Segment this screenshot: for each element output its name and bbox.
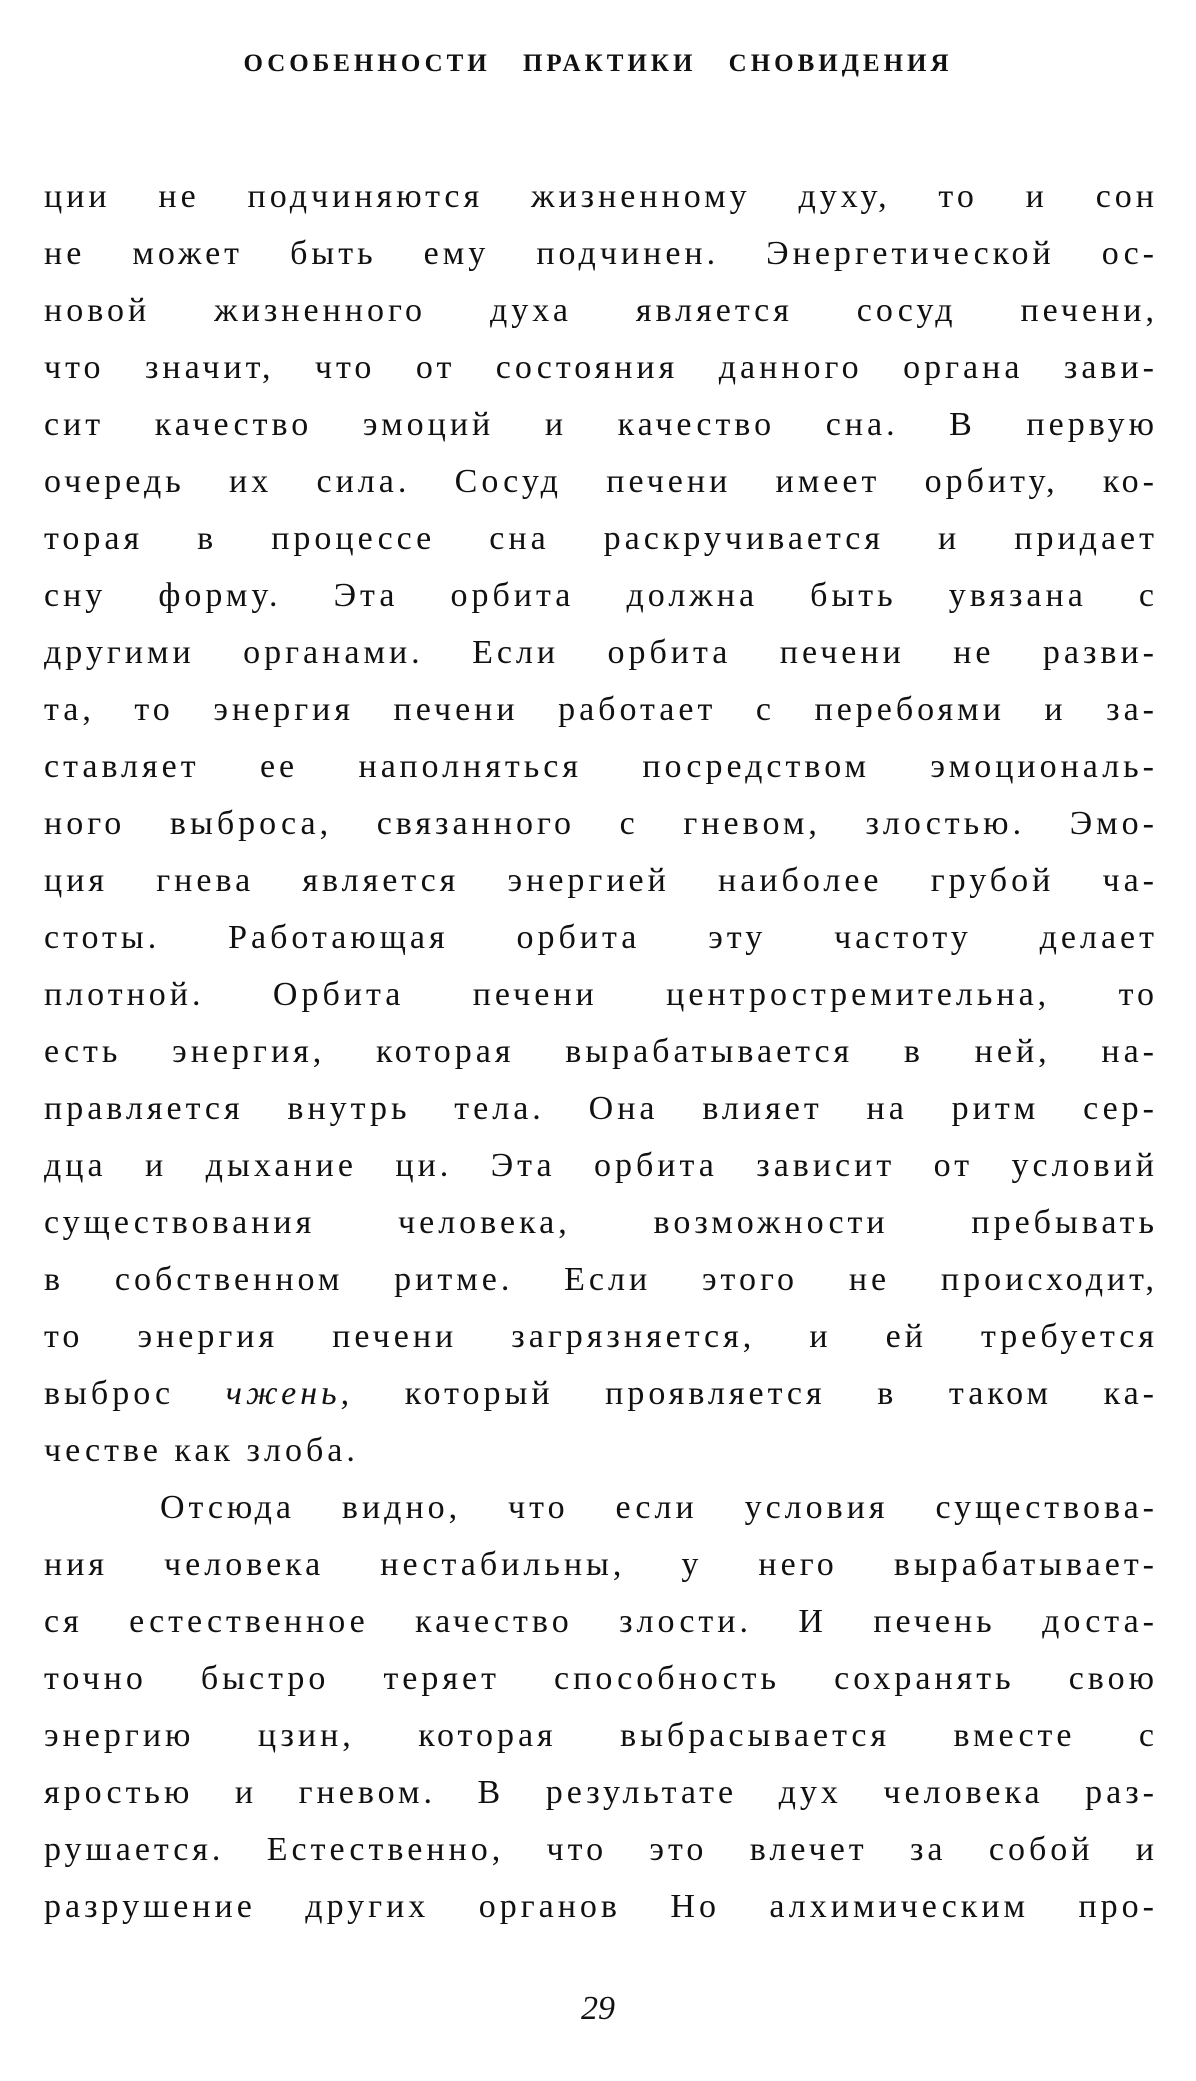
text-line-last: честве как злоба.	[44, 1432, 359, 1469]
text-line: точно быстро теряет способность сохранять свою	[44, 1660, 1158, 1697]
text-line: в собственном ритме. Если этого не происходит,	[44, 1261, 1158, 1298]
text-line: сну форму. Эта орбита должна быть увязана с	[44, 577, 1158, 614]
body-text	[44, 168, 1158, 1935]
text-line: ставляет ее наполняться посредством эмоциональ-	[44, 748, 1158, 785]
text-line: яростью и гневом. В результате дух человека раз-	[44, 1774, 1158, 1811]
line-fragment: который проявляется в таком ка-	[353, 1375, 1158, 1412]
text-line: рушается. Естественно, что это влечет за собой и	[44, 1831, 1158, 1868]
text-line: то энергия печени загрязняется, и ей требуется	[44, 1318, 1158, 1355]
text-line: что значит, что от состояния данного органа зави-	[44, 349, 1158, 386]
text-line: существования человека, возможности пребывать	[44, 1204, 1158, 1241]
text-line: другими органами. Если орбита печени не разви-	[44, 634, 1158, 671]
text-line: торая в процессе сна раскручивается и придает	[44, 520, 1158, 557]
page-number: 29	[581, 1990, 615, 2027]
line-fragment: выброс	[44, 1375, 226, 1412]
italic-term: чжень,	[225, 1375, 354, 1412]
text-line: есть энергия, которая вырабатывается в ней, на-	[44, 1033, 1158, 1070]
text-line: ся естественное качество злости. И печень доста-	[44, 1603, 1158, 1640]
text-line: ция гнева является энергией наиболее грубой ча-	[44, 862, 1158, 899]
text-line: очередь их сила. Сосуд печени имеет орбиту, ко-	[44, 463, 1158, 500]
text-line: ния человека нестабильны, у него вырабатывает-	[44, 1546, 1158, 1583]
text-line-indented: Отсюда видно, что если условия существова-	[160, 1489, 1158, 1526]
text-line: дца и дыхание ци. Эта орбита зависит от условий	[44, 1147, 1158, 1184]
running-head: ОСОБЕННОСТИ ПРАКТИКИ СНОВИДЕНИЯ	[243, 50, 953, 77]
text-line-with-term	[44, 1365, 1158, 1422]
text-line: та, то энергия печени работает с перебоями и за-	[44, 691, 1158, 728]
text-line: новой жизненного духа является сосуд печени,	[44, 292, 1158, 329]
text-line: разрушение других органов Но алхимическим про-	[44, 1888, 1158, 1925]
text-line: правляется внутрь тела. Она влияет на ритм сер-	[44, 1090, 1158, 1127]
text-line: ции не подчиняются жизненному духу, то и сон	[44, 178, 1158, 215]
text-line: стоты. Работающая орбита эту частоту делает	[44, 919, 1158, 956]
text-line: плотной. Орбита печени центростремительна, то	[44, 976, 1158, 1013]
text-line: энергию цзин, которая выбрасывается вместе с	[44, 1717, 1158, 1754]
text-line: не может быть ему подчинен. Энергетической ос-	[44, 235, 1158, 272]
text-line: ного выброса, связанного с гневом, злостью. Эмо-	[44, 805, 1158, 842]
text-line: сит качество эмоций и качество сна. В первую	[44, 406, 1158, 443]
